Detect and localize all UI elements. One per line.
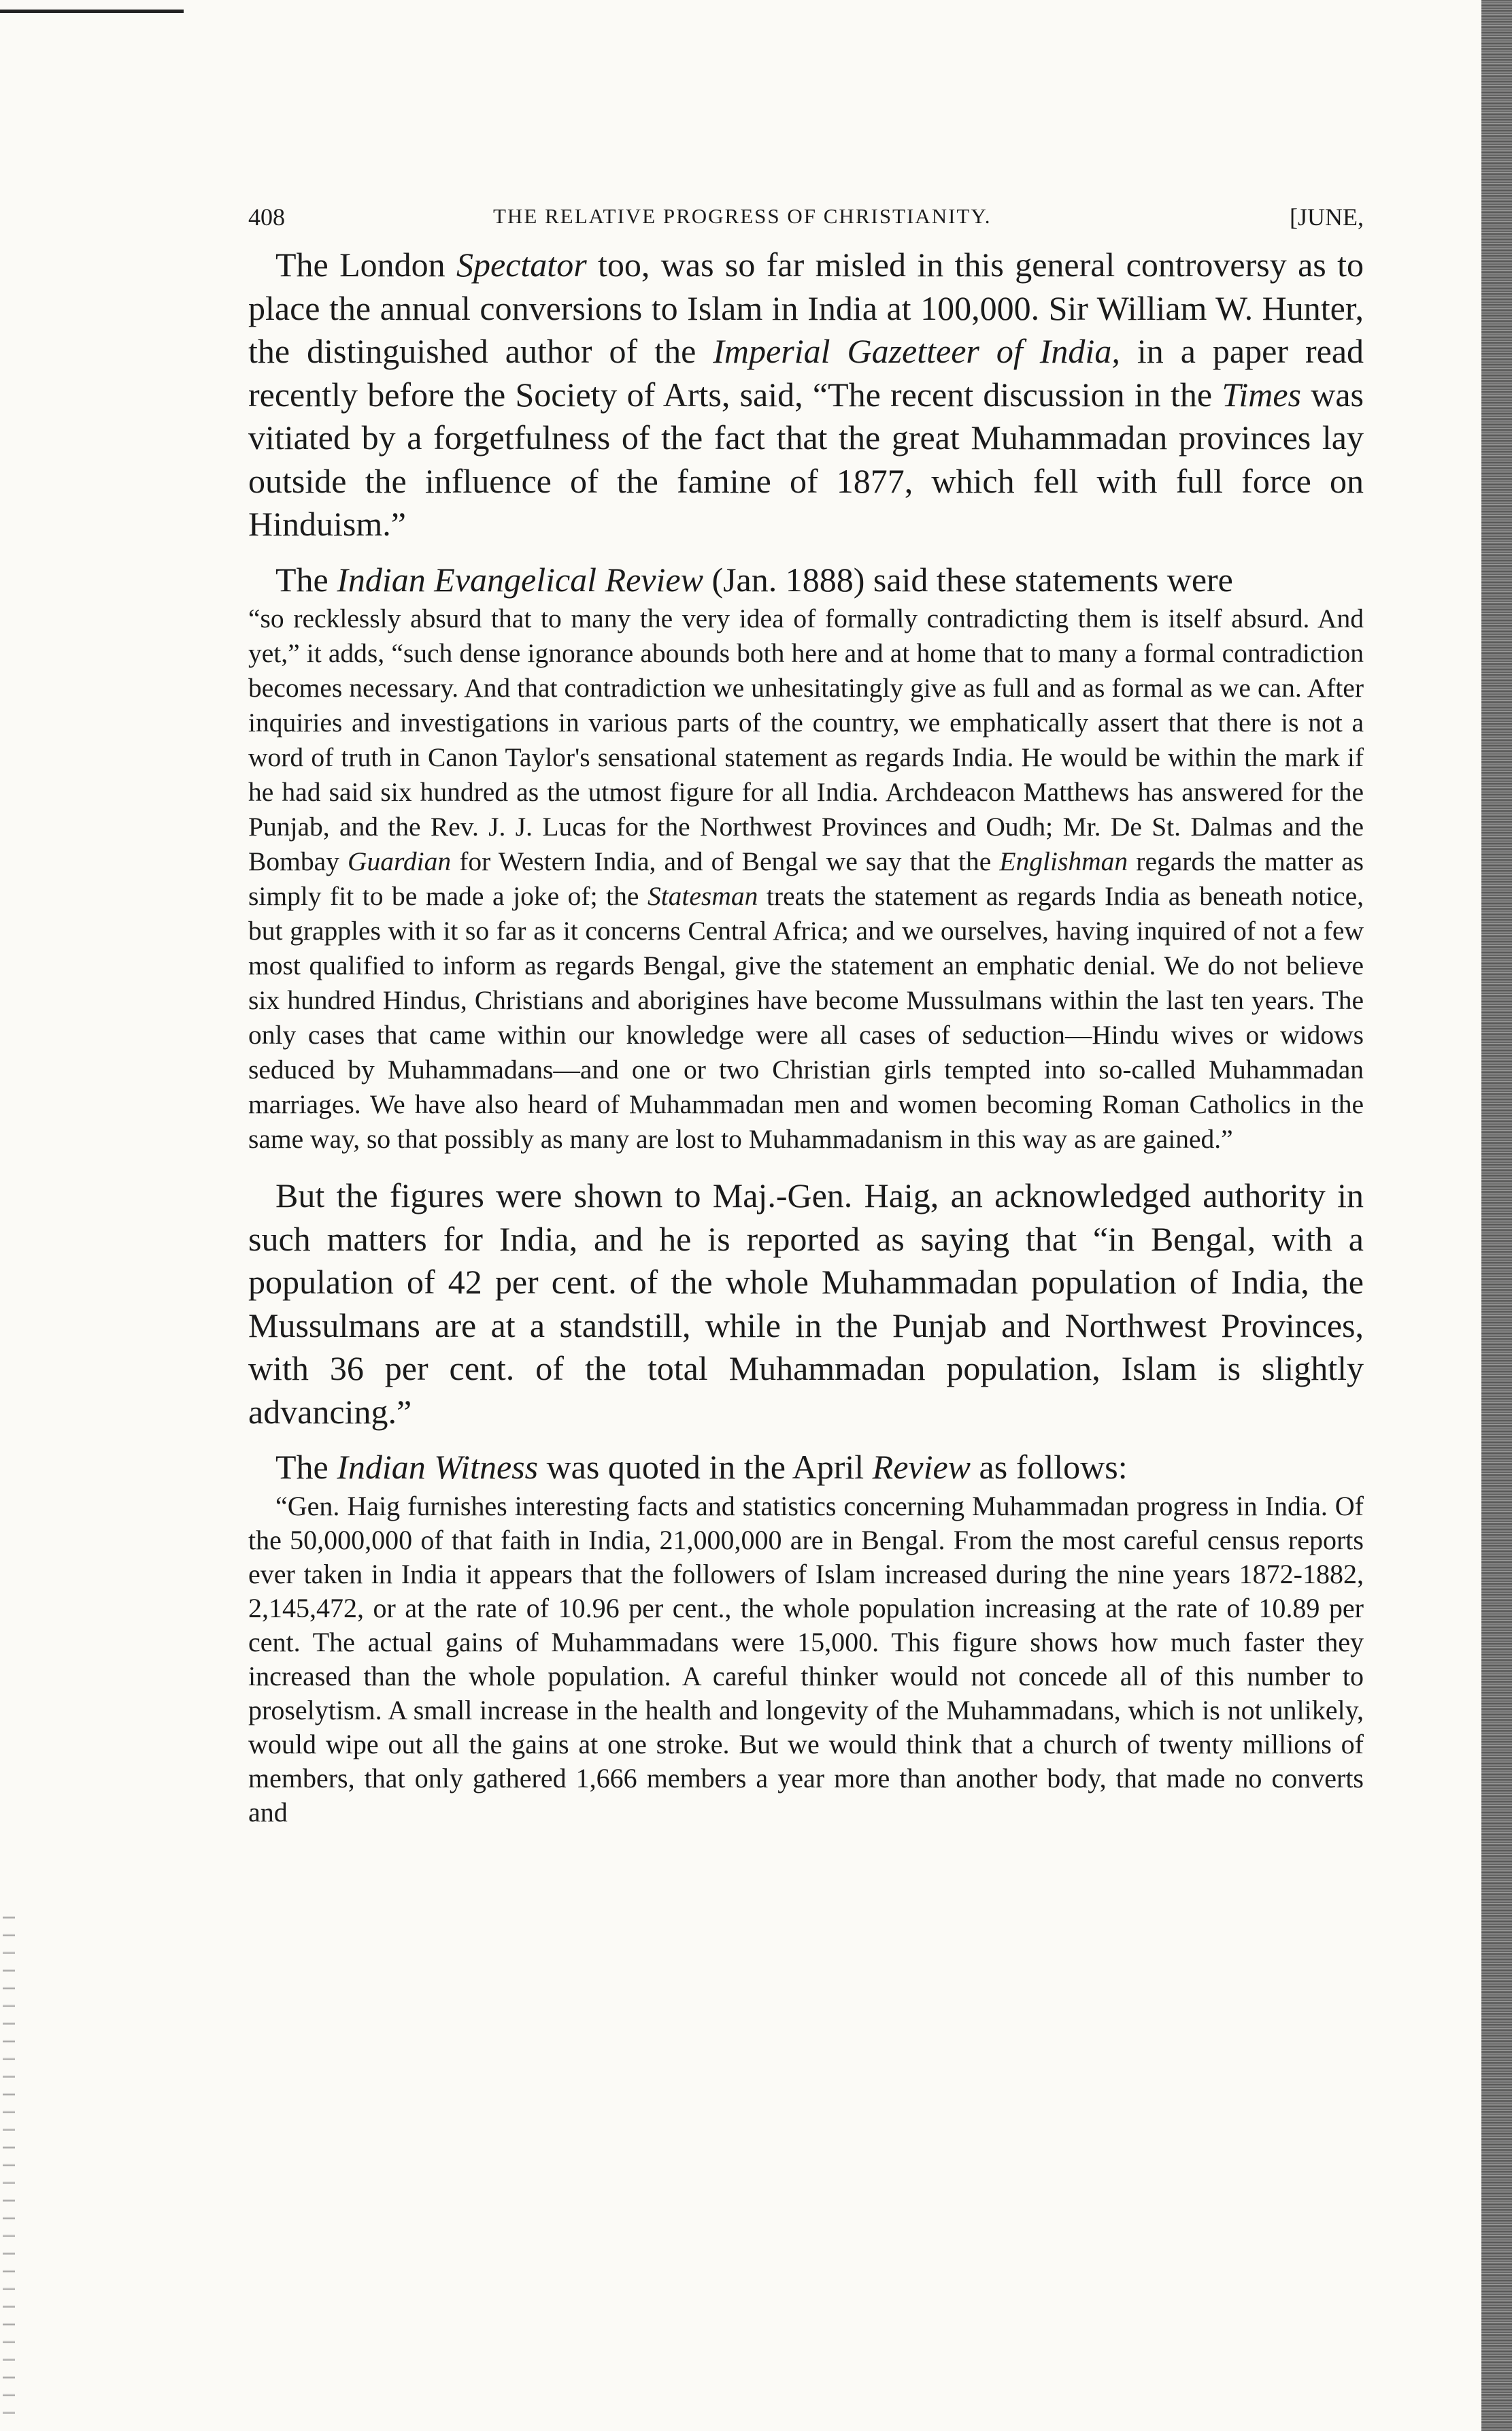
italic-run: Statesman <box>647 881 758 911</box>
scan-margin-specks <box>3 1905 15 2429</box>
text-run: The London <box>275 246 457 284</box>
text-run: regards the matter as simply fit to be made a joke of; the <box>248 846 1364 911</box>
running-head <box>248 191 1364 238</box>
text-run: was vitiated by a forgetfulness of the fact that the great Muhammadan provinces lay outside the influence of the famine of 1877, which fell with full force on Hinduism.” <box>248 375 1364 543</box>
text-run: as follows: <box>971 1448 1128 1486</box>
block-quote-review <box>248 601 1364 1157</box>
italic-run: Imperial Gazetteer of India, <box>713 332 1120 370</box>
paragraph-haig: But the figures were shown to Maj.-Gen. Haig, an acknowledged authority in such matters for India, and he is reported as saying that “in Bengal, with a population of 42 per cent. of the whole Muhammadan population of India, the Mussulmans are at a standstill, while in the Punjab and Northwest Provinces, with 36 per cent. of the total Muhammadan population, Islam is slightly advancing.” <box>248 1176 1364 1431</box>
italic-run: Guardian <box>347 846 452 876</box>
text-run: too, was so far misled in this general controversy as to place the annual conversions to Islam in India at 100,000. Sir William W. Hunter, the distinguished author of the <box>248 246 1364 370</box>
page-body <box>248 191 1364 1830</box>
paragraph-review-intro <box>248 559 1364 602</box>
paragraph-spectator <box>248 244 1364 546</box>
italic-run: Spectator <box>456 246 587 284</box>
italic-run: Englishman <box>999 846 1128 876</box>
text-run: treats the statement as regards India as beneath notice, but grapples with it so far as it concerns Central Africa; and we ourselves, having inquired of not a few most qualified to inform as regards Bengal, give the statement an emphatic denial. We do not believe six hundred Hindus, Christians and aborigines have become Mussulmans within the last ten years. The only cases that came within our knowledge were all cases of seduction—Hindu wives or widows seduced by Muhammadans—and one or two Christian girls tempted into so-called Muhammadan marriages. We have also heard of Muhammadan men and women becoming Roman Catholics in the same way, so that possibly as many are lost to Muhammadanism in this way as are gained.” <box>248 881 1364 1154</box>
running-title: THE RELATIVE PROGRESS OF CHRISTIANITY. <box>493 204 992 228</box>
text-run: “so recklessly absurd that to many the very idea of formally contradicting them is itself absurd. And yet,” it adds, “such dense ignorance abounds both here and at home that to many a formal contradiction becomes necessary. And that contradiction we unhesitatingly give as full and as formal as we can. After inquiries and investigations in various parts of the country, we emphatically assert that there is not a word of truth in Canon Taylor's sensational statement as regards India. He would be within the mark if he had said six hundred as the utmost figure for all India. Archdeacon Matthews has answered for the Punjab, and the Rev. J. J. Lucas for the Northwest Provinces and Oudh; Mr. De St. Dalmas and the Bombay <box>248 603 1364 876</box>
top-rule <box>0 10 184 13</box>
scanned-page-edge <box>1481 0 1512 2431</box>
paragraph-witness-intro <box>248 1446 1364 1489</box>
italic-run: Review <box>872 1448 971 1486</box>
text-run: was quoted in the April <box>538 1448 873 1486</box>
italic-run: Indian Witness <box>337 1448 539 1486</box>
text-run: The <box>275 1448 337 1486</box>
text-run: (Jan. 1888) said these statements were <box>703 560 1233 599</box>
text-run: The <box>275 560 337 599</box>
italic-run: Indian Evangelical Review <box>337 560 703 599</box>
italic-run: Times <box>1222 375 1302 414</box>
page-number: 408 <box>248 203 285 231</box>
running-month: [JUNE, <box>1290 203 1364 231</box>
block-quote-witness: “Gen. Haig furnishes interesting facts and statistics concerning Muhammadan progress in India. Of the 50,000,000 of that faith in India, 21,000,000 are in Bengal. From the most careful census reports ever taken in India it appears that the followers of Islam increased during the nine years 1872-1882, 2,145,472, or at the rate of 10.96 per cent., the whole population increasing at the rate of 10.89 per cent. The actual gains of Muhammadans were 15,000. This figure shows how much faster they increased than the whole population. A careful thinker would not concede all of this number to proselytism. A small increase in the health and longevity of the Muhammadans, which is not unlikely, would wipe out all the gains at one stroke. But we would think that a church of twenty millions of members, that only gathered 1,666 members a year more than another body, that made no converts and <box>248 1490 1364 1828</box>
text-run: in a paper read recently before the Society of Arts, said, “The recent discussion in the <box>248 332 1364 414</box>
text-run: for Western India, and of Bengal we say that the <box>451 846 1000 876</box>
